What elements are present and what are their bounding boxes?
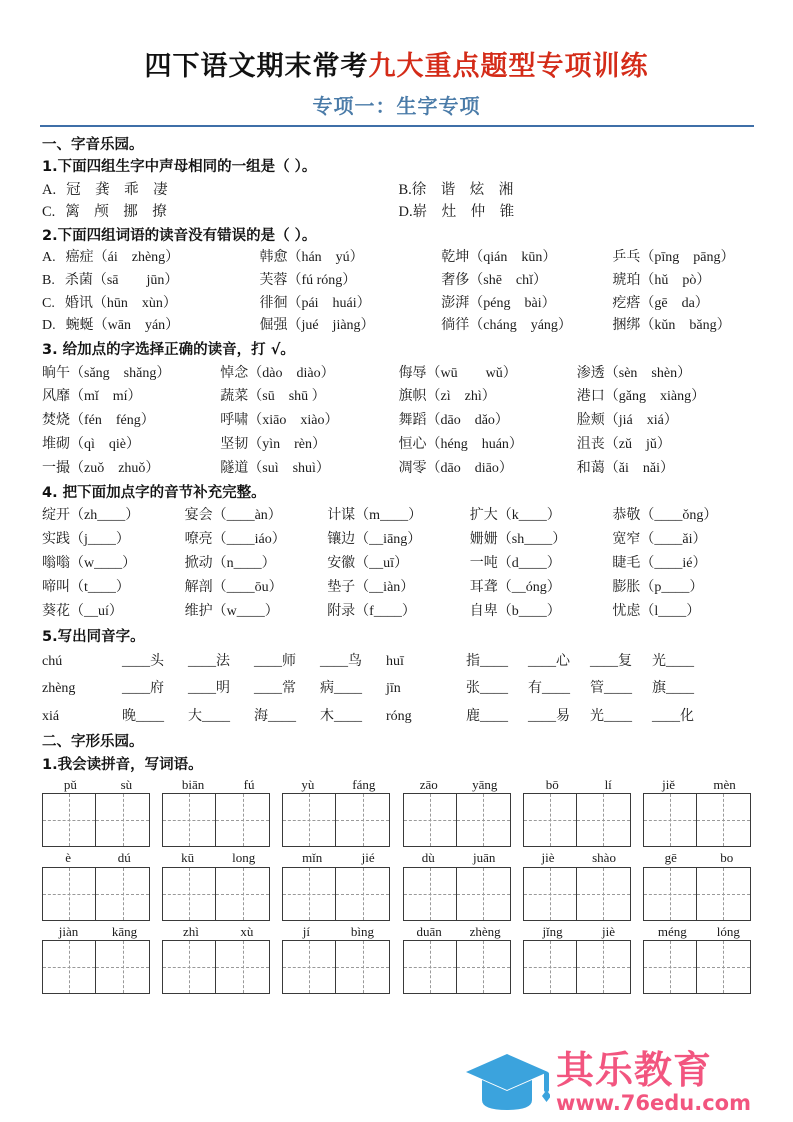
q4-item: 安徽（__uī）: [327, 556, 409, 572]
brand-url: www.76edu.com: [555, 1090, 751, 1115]
question-2-row-b[interactable]: [42, 270, 755, 293]
q2-d-item-3: 徜徉（cháng yáng）: [441, 318, 572, 334]
q5-left-pinyin: chú: [42, 654, 63, 670]
question-3-row[interactable]: [42, 409, 755, 433]
q3-item: 脸颊（jiá xiá）: [576, 413, 678, 429]
option-b[interactable]: [399, 179, 756, 201]
section-heading-1: 一、字音乐园。: [42, 136, 144, 153]
q2-b-item-2: 芙蓉（fú róng）: [259, 272, 357, 288]
q5-blank-item[interactable]: 旗____: [652, 681, 694, 697]
tianzige-item[interactable]: [643, 777, 755, 847]
pinyin-pair: [282, 924, 394, 940]
question-3-row[interactable]: [42, 457, 755, 481]
q2-c-item-3: 澎湃（péng bài）: [441, 295, 556, 311]
q5-blank-item[interactable]: ____府: [122, 681, 164, 697]
grid-cell[interactable]: [162, 793, 216, 847]
q3-item: 港口（gǎng xiàng）: [576, 389, 706, 405]
tianzige-box[interactable]: [162, 793, 274, 847]
pinyin-2: lí: [604, 777, 612, 793]
tianzige-item[interactable]: [403, 777, 515, 847]
tianzige-box[interactable]: [282, 793, 394, 847]
q4-item: 膨胀（p____）: [612, 580, 704, 596]
tianzige-item[interactable]: [523, 924, 635, 994]
question-2-row-c[interactable]: [42, 293, 755, 316]
grid-cell[interactable]: [523, 793, 577, 847]
pinyin-2: fú: [243, 777, 255, 793]
q5-blank-item[interactable]: 张____: [466, 681, 508, 697]
q4-item: 解剖（____ōu）: [184, 580, 283, 596]
q5-blank-item[interactable]: 有____: [528, 681, 570, 697]
pinyin-pair: [643, 924, 755, 940]
grid-cell[interactable]: [697, 793, 751, 847]
pinyin-pair: [403, 777, 515, 793]
tianzige-item[interactable]: [403, 850, 515, 920]
logo-text-block: [555, 1047, 751, 1115]
q4-item: 嘹亮（____iáo）: [184, 532, 286, 548]
q3-item: 舞蹈（dāo dǎo）: [398, 413, 509, 429]
q2-b-item-1: 杀菌（sā jūn）: [64, 272, 179, 288]
q5-blank-item[interactable]: 管____: [590, 681, 632, 697]
pinyin-pair: [643, 850, 755, 866]
pinyin-2: sù: [120, 777, 133, 793]
question-5-row[interactable]: [42, 703, 755, 730]
q2-d-label: D.: [42, 318, 56, 334]
q3-item: 坚韧（yìn rèn）: [220, 436, 327, 452]
tianzige-item[interactable]: [282, 850, 394, 920]
grid-cell[interactable]: [42, 793, 96, 847]
grid-cell[interactable]: [96, 867, 150, 921]
q5-blank-item[interactable]: ____易: [528, 708, 570, 724]
q3-item: 凋零（dāo diāo）: [398, 460, 513, 476]
pinyin-1: duān: [416, 923, 442, 939]
pinyin-1: jí: [302, 923, 311, 939]
tianzige-item[interactable]: [643, 924, 755, 994]
pinyin-pair: [403, 924, 515, 940]
q3-item: 侮辱（wū wǔ）: [398, 365, 517, 381]
q2-a-item-1: 癌症（ái zhèng）: [65, 250, 180, 266]
q3-item: 旗帜（zì zhì）: [398, 389, 496, 405]
q4-item: 镶边（__iāng）: [327, 532, 422, 548]
grid-cell[interactable]: [457, 867, 511, 921]
q2-b-label: B.: [42, 272, 55, 288]
q5-blank-item[interactable]: 病____: [320, 681, 362, 697]
q3-item: 风靡（mǐ mí）: [42, 389, 142, 405]
option-d-label: D.: [398, 204, 413, 221]
pinyin-1: dù: [421, 850, 435, 866]
q3-item: 堆砌（qì qiè）: [42, 436, 140, 452]
q5-blank-item[interactable]: 光____: [590, 708, 632, 724]
q4-item: 姗姗（sh____）: [469, 532, 567, 548]
grid-cell[interactable]: [643, 940, 697, 994]
q5-right-pinyin: róng: [386, 708, 412, 724]
tianzige-box[interactable]: [403, 867, 515, 921]
tianzige-box[interactable]: [42, 867, 154, 921]
q2-c-label: C.: [42, 295, 55, 311]
pinyin-1: jiè: [541, 850, 555, 866]
tianzige-box[interactable]: [403, 793, 515, 847]
q5-blank-item[interactable]: 光____: [652, 654, 694, 670]
pinyin-pair: [643, 777, 755, 793]
question-4-row[interactable]: [42, 576, 755, 600]
question-3-prompt: 3. 给加点的字选择正确的读音，打 √。: [42, 342, 295, 358]
question-2-prompt: 2.下面四组词语的读音没有错误的是（ ）。: [42, 227, 317, 244]
tianzige-box[interactable]: [523, 793, 635, 847]
option-c-label: C.: [42, 204, 56, 221]
q3-item: 和蔼（ǎi nǎi）: [576, 460, 674, 476]
grid-cell[interactable]: [42, 940, 96, 994]
q5-blank-item[interactable]: 晚____: [122, 708, 164, 724]
tianzige-item[interactable]: [282, 924, 394, 994]
graduation-cap-icon: [464, 1050, 550, 1114]
grid-cell[interactable]: [697, 940, 751, 994]
pinyin-pair: [162, 777, 274, 793]
pinyin-1: zhì: [182, 923, 199, 939]
grid-cell[interactable]: [162, 867, 216, 921]
grid-cell[interactable]: [96, 793, 150, 847]
pinyin-2: bìng: [350, 923, 374, 939]
pinyin-1: mǐn: [302, 850, 323, 866]
tianzige-row: [42, 850, 755, 920]
grid-cell[interactable]: [523, 940, 577, 994]
tianzige-row: [42, 924, 755, 994]
pinyin-pair: [162, 924, 274, 940]
question-5-row[interactable]: [42, 675, 755, 702]
q5-blank-item[interactable]: ____心: [528, 654, 570, 670]
q4-item: 扩大（k____）: [469, 508, 561, 524]
pinyin-1: è: [65, 850, 72, 866]
tianzige-box[interactable]: [523, 867, 635, 921]
tianzige-box[interactable]: [643, 940, 755, 994]
q5-blank-item[interactable]: ____师: [254, 654, 296, 670]
grid-cell[interactable]: [96, 940, 150, 994]
tianzige-box[interactable]: [403, 940, 515, 994]
question-4-row[interactable]: [42, 552, 755, 576]
section2-question-1-prompt: 1.我会读拼音，写词语。: [42, 756, 203, 773]
grid-cell[interactable]: [457, 793, 511, 847]
q5-blank-item[interactable]: ____鸟: [320, 654, 362, 670]
question-3-row[interactable]: [42, 362, 755, 386]
grid-cell[interactable]: [457, 940, 511, 994]
tianzige-box[interactable]: [162, 867, 274, 921]
grid-cell[interactable]: [403, 867, 457, 921]
q3-item: 沮丧（zǔ jǔ）: [576, 436, 671, 452]
page-subtitle: 专项一：生字专项: [312, 93, 481, 118]
grid-cell[interactable]: [336, 793, 390, 847]
pinyin-pair: [42, 850, 154, 866]
q2-c-item-4: 疙瘩（gē da）: [612, 295, 709, 311]
brand-logo: [464, 1047, 751, 1115]
pinyin-2: jiè: [602, 923, 616, 939]
grid-cell[interactable]: [403, 793, 457, 847]
pinyin-1: jiě: [662, 777, 676, 793]
grid-cell[interactable]: [577, 793, 631, 847]
question-4-row[interactable]: [42, 504, 755, 528]
pinyin-1: bō: [545, 777, 559, 793]
q5-blank-item[interactable]: ____明: [188, 681, 230, 697]
q2-d-item-1: 蜿蜒（wān yán）: [65, 318, 180, 334]
question-4-row[interactable]: [42, 528, 755, 552]
q4-item: 宴会（____àn）: [184, 508, 282, 524]
pinyin-2: yāng: [472, 777, 498, 793]
q5-blank-item[interactable]: 木____: [320, 708, 362, 724]
option-d-chars: 崭 灶 仲 锥: [412, 204, 515, 221]
q4-item: 计谋（m____）: [327, 508, 423, 524]
pinyin-pair: [42, 924, 154, 940]
tianzige-item[interactable]: [403, 924, 515, 994]
option-c-chars: 篱 颅 挪 撩: [65, 204, 167, 221]
tianzige-box[interactable]: [42, 793, 154, 847]
question-3-row[interactable]: [42, 433, 755, 457]
tianzige-box[interactable]: [42, 940, 154, 994]
option-b-label: B.: [398, 181, 412, 198]
grid-cell[interactable]: [336, 867, 390, 921]
pinyin-pair: [403, 850, 515, 866]
tianzige-item[interactable]: [42, 850, 154, 920]
q4-item: 附录（f____）: [327, 604, 416, 620]
q4-item: 睫毛（____ié）: [612, 556, 707, 572]
tianzige-item[interactable]: [523, 850, 635, 920]
q5-blank-item[interactable]: ____复: [590, 654, 632, 670]
tianzige-item[interactable]: [643, 850, 755, 920]
q3-item: 呼啸（xiāo xiào）: [220, 413, 339, 429]
q3-item: 晌午（sǎng shǎng）: [42, 365, 171, 381]
q4-item: 一吨（d____）: [469, 556, 561, 572]
q4-item: 自卑（b____）: [469, 604, 561, 620]
q4-item: 耳聋（__óng）: [469, 580, 561, 596]
grid-cell[interactable]: [216, 940, 270, 994]
pinyin-1: kū: [181, 850, 195, 866]
tianzige-box[interactable]: [282, 940, 394, 994]
tianzige-grid-block: [42, 777, 755, 994]
q4-item: 嗡嗡（w____）: [42, 556, 137, 572]
question-1-options-row-2: [42, 201, 755, 223]
pinyin-1: yù: [301, 777, 315, 793]
q2-d-item-2: 倔强（jué jiàng）: [259, 318, 375, 334]
q4-item: 绽开（zh____）: [42, 508, 140, 524]
tianzige-item[interactable]: [42, 924, 154, 994]
q2-a-item-4: 乒乓（pīng pāng）: [612, 250, 735, 266]
pinyin-pair: [523, 850, 635, 866]
pinyin-2: zhèng: [469, 923, 501, 939]
q3-item: 悼念（dào diào）: [220, 365, 335, 381]
q2-a-item-3: 乾坤（qián kūn）: [441, 250, 557, 266]
q4-item: 葵花（__uí）: [42, 604, 123, 620]
title-block: [0, 0, 793, 127]
q5-blank-item[interactable]: ____化: [652, 708, 694, 724]
q4-item: 垫子（__iàn）: [327, 580, 415, 596]
question-1-options-row-1: [42, 179, 755, 201]
question-4-prompt: 4. 把下面加点字的音节补充完整。: [42, 484, 266, 501]
q2-c-item-1: 婚讯（hūn xùn）: [64, 295, 177, 311]
pinyin-1: gē: [664, 850, 677, 866]
q5-left-pinyin: zhèng: [42, 681, 76, 697]
tianzige-item[interactable]: [282, 777, 394, 847]
grid-cell[interactable]: [282, 940, 336, 994]
q2-a-label: A.: [42, 250, 56, 266]
grid-cell[interactable]: [282, 793, 336, 847]
pinyin-pair: [42, 777, 154, 793]
brand-name: 其乐教育: [555, 1047, 712, 1092]
question-5-row[interactable]: [42, 648, 755, 675]
pinyin-pair: [282, 777, 394, 793]
question-4-row[interactable]: [42, 600, 755, 624]
pinyin-2: bo: [720, 850, 734, 866]
worksheet-content: [0, 127, 793, 994]
pinyin-1: zāo: [419, 777, 438, 793]
grid-cell[interactable]: [336, 940, 390, 994]
pinyin-2: shào: [592, 850, 616, 866]
q2-a-item-2: 韩愈（hán yú）: [259, 250, 364, 266]
pinyin-2: dú: [117, 850, 131, 866]
pinyin-pair: [523, 924, 635, 940]
option-a-label: A.: [42, 181, 57, 198]
q2-d-item-4: 捆绑（kǔn bǎng）: [612, 318, 731, 334]
q4-item: 维护（w____）: [184, 604, 279, 620]
q4-item: 恭敬（____ǒng）: [612, 508, 718, 524]
tianzige-item[interactable]: [162, 850, 274, 920]
grid-cell[interactable]: [643, 867, 697, 921]
q4-item: 宽窄（____ǎi）: [612, 532, 707, 548]
pinyin-2: jié: [361, 850, 375, 866]
pinyin-2: xù: [240, 923, 254, 939]
grid-cell[interactable]: [282, 867, 336, 921]
title-black-part: 四下语文期末常考: [144, 51, 369, 82]
grid-cell[interactable]: [643, 793, 697, 847]
q4-item: 啼叫（t____）: [42, 580, 130, 596]
q4-item: 忧虑（l____）: [612, 604, 701, 620]
tianzige-box[interactable]: [282, 867, 394, 921]
q5-blank-item[interactable]: 大____: [188, 708, 230, 724]
q4-item: 实践（j____）: [42, 532, 130, 548]
q4-item: 掀动（n____）: [184, 556, 276, 572]
grid-cell[interactable]: [216, 867, 270, 921]
q5-right-pinyin: jīn: [386, 681, 401, 697]
page-title: [0, 52, 793, 82]
tianzige-box[interactable]: [643, 793, 755, 847]
pinyin-2: mèn: [713, 777, 736, 793]
option-c[interactable]: [42, 201, 399, 223]
tianzige-box[interactable]: [523, 940, 635, 994]
pinyin-1: biān: [181, 777, 205, 793]
grid-cell[interactable]: [403, 940, 457, 994]
question-2-row-a[interactable]: [42, 247, 755, 270]
grid-cell[interactable]: [577, 940, 631, 994]
q3-item: 渗透（sèn shèn）: [576, 365, 692, 381]
option-d[interactable]: [399, 201, 756, 223]
tianzige-item[interactable]: [162, 777, 274, 847]
pinyin-2: long: [232, 850, 256, 866]
pinyin-1: pǔ: [63, 777, 77, 793]
grid-cell[interactable]: [216, 793, 270, 847]
pinyin-1: jǐng: [542, 923, 563, 939]
pinyin-pair: [523, 777, 635, 793]
option-a[interactable]: [42, 179, 399, 201]
q3-item: 隧道（suì shuì）: [220, 460, 330, 476]
question-5-prompt: 5.写出同音字。: [42, 628, 145, 645]
grid-cell[interactable]: [42, 867, 96, 921]
pinyin-2: fáng: [352, 777, 376, 793]
section-heading-2: 二、字形乐园。: [42, 733, 144, 750]
q5-blank-item[interactable]: 指____: [466, 654, 508, 670]
grid-cell[interactable]: [162, 940, 216, 994]
q3-item: 焚烧（fén féng）: [42, 413, 155, 429]
pinyin-2: kāng: [111, 923, 138, 939]
pinyin-pair: [282, 850, 394, 866]
q5-left-pinyin: xiá: [42, 708, 60, 724]
pinyin-2: juān: [473, 850, 496, 866]
tianzige-box[interactable]: [162, 940, 274, 994]
q2-c-item-2: 徘徊（pái huái）: [259, 295, 371, 311]
question-2-row-d[interactable]: [42, 315, 755, 338]
q5-blank-item[interactable]: ____常: [254, 681, 296, 697]
tianzige-item[interactable]: [523, 777, 635, 847]
q5-blank-item[interactable]: ____法: [188, 654, 230, 670]
option-b-chars: 徐 谐 炫 湘: [411, 181, 514, 198]
grid-cell[interactable]: [577, 867, 631, 921]
q3-item: 一撮（zuǒ zhuǒ）: [42, 460, 160, 476]
q2-b-item-3: 奢侈（shē chǐ）: [441, 272, 548, 288]
q3-item: 恒心（héng huán）: [398, 436, 523, 452]
pinyin-2: lóng: [716, 923, 740, 939]
q5-blank-item[interactable]: 海____: [254, 708, 296, 724]
grid-cell[interactable]: [523, 867, 577, 921]
tianzige-box[interactable]: [643, 867, 755, 921]
grid-cell[interactable]: [697, 867, 751, 921]
pinyin-1: jiàn: [58, 923, 79, 939]
q5-blank-item[interactable]: ____头: [122, 654, 164, 670]
q5-right-pinyin: huī: [386, 654, 404, 670]
pinyin-1: méng: [657, 923, 687, 939]
q3-item: 蔬菜（sū shū ）: [220, 389, 326, 405]
tianzige-item[interactable]: [162, 924, 274, 994]
option-a-chars: 冠 龚 乖 凄: [66, 181, 168, 198]
title-red-part: 九大重点题型专项训练: [368, 51, 649, 82]
q2-b-item-4: 琥珀（hǔ pò）: [612, 272, 711, 288]
q5-blank-item[interactable]: 鹿____: [466, 708, 508, 724]
tianzige-item[interactable]: [42, 777, 154, 847]
question-1-prompt: 1.下面四组生字中声母相同的一组是（ ）。: [42, 159, 317, 176]
question-3-row[interactable]: [42, 385, 755, 409]
pinyin-pair: [162, 850, 274, 866]
tianzige-row: [42, 777, 755, 847]
